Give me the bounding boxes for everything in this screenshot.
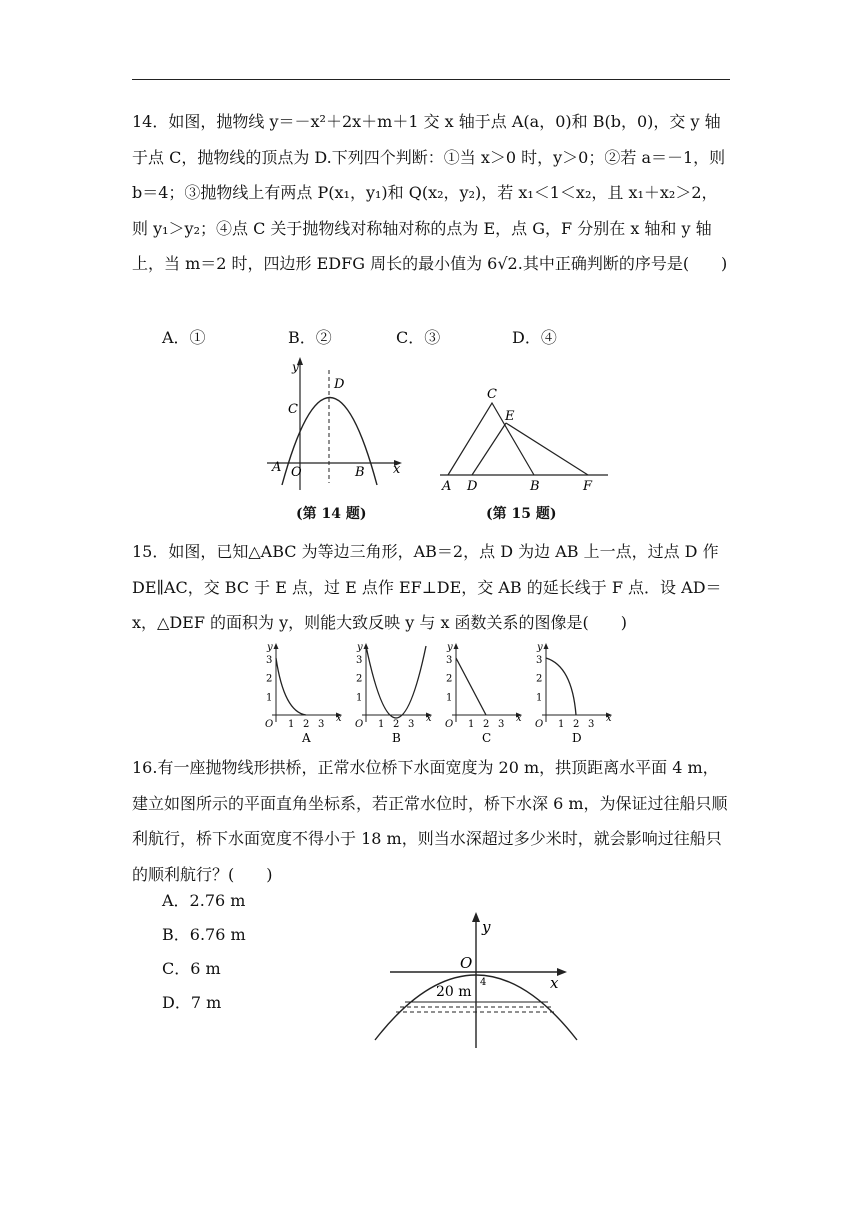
graph-y-tick-label: 1 bbox=[446, 692, 453, 704]
graph-curve bbox=[546, 658, 576, 715]
graph-curve bbox=[276, 658, 306, 715]
graph-x-tick-label: 2 bbox=[483, 719, 490, 730]
figure-14-parabola bbox=[262, 355, 412, 495]
graph-x-tick-label: O bbox=[265, 719, 274, 730]
graph-y-label: y bbox=[537, 642, 543, 653]
option-a[interactable]: A．2.76 m bbox=[162, 891, 246, 910]
option-graph-b bbox=[355, 642, 432, 745]
graph-y-tick-label: 3 bbox=[536, 654, 543, 666]
graph-option-letter: B bbox=[392, 731, 401, 745]
question-14-text bbox=[132, 104, 732, 282]
graph-x-tick-label: 2 bbox=[303, 719, 310, 730]
graph-y-tick-label: 3 bbox=[356, 654, 363, 666]
graph-x-label: x bbox=[516, 713, 522, 724]
graph-curve bbox=[366, 646, 426, 718]
graph-y-tick-label: 2 bbox=[356, 673, 363, 685]
question-15-body: 如图，已知△ABC 为等边三角形，AB＝2，点 D 为边 AB 上一点，过点 D 作 DE∥AC，交 BC 于 E 点，过 E 点作 EF⊥DE，交 AB 的延长线于 F 点．设 AD＝x，△DEF 的面积为 y，则能大致反映 y 与 x 函数关系的图像是( ) bbox=[132, 542, 722, 632]
graph-curve bbox=[456, 658, 486, 715]
question-14-body: 如图，抛物线 y＝－x²＋2x＋m＋1 交 x 轴于点 A(a，0)和 B(b，0)，交 y 轴于点 C，抛物线的顶点为 D.下列四个判断：①当 x＞0 时，y＞0；②若 a＝－1，则 b＝4；③抛物线上有两点 P(x₁，y₁)和 Q(x₂，y₂)，若 x₁＜1＜x₂，且 x₁＋x₂＞2，则 y₁＞y₂；④点 C 关于抛物线对称轴对称的点为 E，点 G，F 分别在 x 轴和 y 轴上，当 m＝2 时，四边形 EDFG 周长的最小值为 6√2.其中正确判断的序号是( ) bbox=[132, 112, 728, 273]
question-15 bbox=[132, 534, 732, 641]
graph-y-tick-label: 1 bbox=[266, 692, 273, 704]
graph-y-arrow bbox=[454, 643, 459, 649]
graph-x-tick-label: 1 bbox=[378, 719, 385, 730]
graph-y-label: y bbox=[357, 642, 363, 653]
graph-x-tick-label: 3 bbox=[408, 719, 415, 730]
question-14-number: 14． bbox=[132, 112, 169, 131]
option-c[interactable]: C．6 m bbox=[162, 959, 221, 978]
graph-x-tick-label: 3 bbox=[318, 719, 325, 730]
graph-y-tick-label: 1 bbox=[536, 692, 543, 704]
question-15-number: 15． bbox=[132, 542, 169, 561]
option-graphs-svg bbox=[258, 640, 628, 748]
graph-y-label: y bbox=[267, 642, 273, 653]
question-15-option-graphs bbox=[258, 640, 628, 748]
fig14-label-d: D bbox=[334, 377, 345, 392]
graph-y-tick-label: 2 bbox=[536, 673, 543, 685]
option-b[interactable]: B．6.76 m bbox=[162, 925, 246, 944]
fig16-label-x: x bbox=[550, 974, 559, 992]
graph-option-letter: C bbox=[482, 731, 492, 745]
fig16-label-height: 4 bbox=[480, 977, 487, 988]
option-c[interactable]: C．③ bbox=[396, 328, 441, 347]
graph-y-tick-label: 3 bbox=[446, 654, 453, 666]
graph-x-label: x bbox=[336, 713, 342, 724]
question-16-number: 16. bbox=[132, 758, 158, 777]
option-graph-c bbox=[445, 642, 522, 745]
graph-x-tick-label: 1 bbox=[288, 719, 295, 730]
question-16 bbox=[132, 750, 732, 892]
graph-x-tick-label: 3 bbox=[498, 719, 505, 730]
question-16-body: 有一座抛物线形拱桥，正常水位桥下水面宽度为 20 m，拱顶距离水平面 4 m，建立如图所示的平面直角坐标系，若正常水位时，桥下水深 6 m，为保证过往船只顺利航行，桥下水面宽度不得小于 18 m，则当水深超过多少米时，就会影响过往船只的顺利航行？( ) bbox=[132, 758, 728, 884]
option-d[interactable]: D．④ bbox=[512, 328, 557, 347]
option-b[interactable]: B．② bbox=[288, 328, 332, 347]
fig15-label-e: E bbox=[505, 409, 515, 424]
graph-option-letter: D bbox=[572, 731, 582, 745]
option-graph-a bbox=[265, 642, 342, 745]
graph-x-tick-label: 1 bbox=[468, 719, 475, 730]
graph-x-tick-label: 1 bbox=[558, 719, 565, 730]
question-16-text bbox=[132, 750, 732, 892]
graph-x-tick-label: O bbox=[445, 719, 454, 730]
graph-y-tick-label: 2 bbox=[446, 673, 453, 685]
graph-y-arrow bbox=[274, 643, 279, 649]
graph-x-tick-label: 2 bbox=[393, 719, 400, 730]
fig16-label-width: 20 m bbox=[436, 984, 472, 1000]
fig16-label-o: O bbox=[460, 954, 473, 972]
top-rule bbox=[132, 79, 730, 80]
fig15-label-c: C bbox=[487, 387, 497, 402]
fig15-label-b: B bbox=[530, 479, 540, 493]
graph-x-label: x bbox=[606, 713, 612, 724]
fig15-label-d: D bbox=[467, 479, 478, 493]
fig14-label-c: C bbox=[288, 402, 298, 417]
figure-15-triangle bbox=[436, 383, 616, 493]
fig14-label-b: B bbox=[355, 465, 365, 480]
question-16-options bbox=[162, 888, 362, 1018]
graph-x-tick-label: 3 bbox=[588, 719, 595, 730]
graph-y-tick-label: 2 bbox=[266, 673, 273, 685]
figure-15-caption: (第 15 题) bbox=[486, 506, 557, 522]
graph-option-letter: A bbox=[302, 731, 311, 745]
graph-y-label: y bbox=[447, 642, 453, 653]
option-graph-d bbox=[535, 642, 612, 745]
graph-x-tick-label: O bbox=[535, 719, 544, 730]
option-d[interactable]: D．7 m bbox=[162, 993, 222, 1012]
fig15-label-a: A bbox=[442, 479, 452, 493]
fig14-label-y: y bbox=[292, 360, 299, 374]
fig14-label-a: A bbox=[272, 460, 282, 475]
fig16-label-y: y bbox=[482, 918, 491, 936]
question-15-text bbox=[132, 534, 732, 641]
question-14 bbox=[132, 104, 732, 282]
fig14-label-o: O bbox=[291, 465, 302, 480]
graph-x-label: x bbox=[426, 713, 432, 724]
graph-x-tick-label: O bbox=[355, 719, 364, 730]
graph-y-tick-label: 3 bbox=[266, 654, 273, 666]
figure-14-caption: (第 14 题) bbox=[296, 506, 367, 522]
question-14-options bbox=[162, 325, 722, 349]
graph-y-arrow bbox=[544, 643, 549, 649]
graph-x-tick-label: 2 bbox=[573, 719, 580, 730]
figure-16-arch-bridge bbox=[370, 910, 580, 1050]
fig15-label-f: F bbox=[583, 479, 593, 493]
fig14-label-x: x bbox=[393, 462, 401, 477]
graph-y-tick-label: 1 bbox=[356, 692, 363, 704]
option-a[interactable]: A．① bbox=[162, 328, 206, 347]
